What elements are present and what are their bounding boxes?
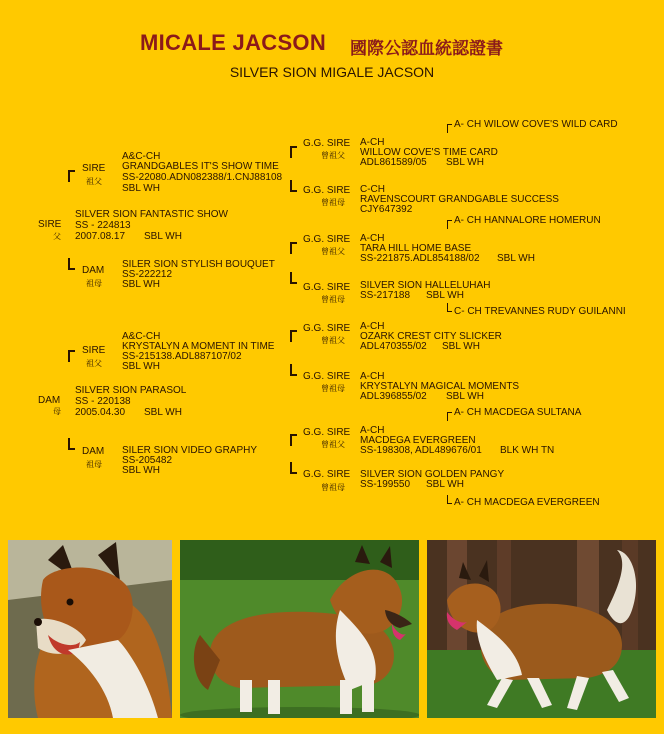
dam-label: DAM	[38, 395, 61, 406]
ggp-label-zh: 曾祖父	[321, 151, 345, 160]
bracket-up	[290, 242, 297, 254]
g5-entry: A- CH HANNALORE HOMERUN	[454, 215, 601, 226]
sire-reg: SS - 224813	[75, 220, 131, 231]
gp-name: SILER SION VIDEO GRAPHY	[122, 445, 258, 456]
gp-color: SBL WH	[122, 465, 160, 476]
ggp-color: SBL WH	[446, 157, 484, 168]
ggp-title: C-CH	[360, 184, 385, 195]
ggp-label: G.G. SIRE	[303, 371, 351, 382]
ggp-reg: CJY647392	[360, 204, 413, 215]
ggp-reg: ADL470355/02	[360, 341, 427, 352]
dam-dob: 2005.04.30	[75, 407, 126, 418]
ggp-title: A-CH	[360, 425, 385, 436]
ggp-reg: ADL396855/02	[360, 391, 427, 402]
ggp-title: A-CH	[360, 137, 385, 148]
gp-dam-label: DAM	[82, 265, 105, 276]
bracket-up	[68, 170, 75, 182]
gp-reg: SS-205482	[122, 455, 173, 466]
bracket-up	[290, 146, 297, 158]
bracket-up	[447, 124, 452, 133]
sire-name: SILVER SION FANTASTIC SHOW	[75, 209, 228, 220]
sire-label-zh: 父	[53, 232, 61, 241]
g5-entry: A- CH WILOW COVE'S WILD CARD	[454, 119, 618, 130]
dog-photo-headshot	[8, 540, 172, 718]
gp-color: SBL WH	[122, 183, 160, 194]
ggp-color: SBL WH	[426, 290, 464, 301]
ggp-name: RAVENSCOURT GRANDGABLE SUCCESS	[360, 194, 559, 205]
bracket-up	[447, 220, 452, 229]
gp-dam-label: DAM	[82, 446, 105, 457]
dam-reg: SS - 220138	[75, 396, 131, 407]
gp-name: KRYSTALYN A MOMENT IN TIME	[122, 341, 275, 352]
ggp-label: G.G. SIRE	[303, 323, 351, 334]
g5-entry: C- CH TREVANNES RUDY GUILANNI	[454, 306, 626, 317]
gp-reg: SS-215138.ADL887107/02	[122, 351, 242, 362]
page-subtitle: SILVER SION MIGALE JACSON	[229, 64, 435, 80]
ggp-label-zh: 曾祖母	[321, 295, 345, 304]
dog-photo-gaiting	[427, 540, 656, 718]
ggp-reg: SS-199550	[360, 479, 411, 490]
bracket-down	[290, 272, 297, 284]
ggp-name: KRYSTALYN MAGICAL MOMENTS	[360, 381, 520, 392]
page-title-chinese: 國際公認血統認證書	[350, 39, 503, 59]
ggp-name: OZARK CREST CITY SLICKER	[360, 331, 502, 342]
ggp-label-zh: 曾祖父	[321, 247, 345, 256]
ggp-title: A-CH	[360, 371, 385, 382]
ggp-name: SILVER SION HALLELUHAH	[360, 280, 491, 291]
ggp-reg: SS-221875.ADL854188/02	[360, 253, 480, 264]
bracket-down	[290, 364, 297, 376]
gp-sire-label: SIRE	[82, 163, 106, 174]
dam-name: SILVER SION PARASOL	[75, 385, 187, 396]
ggp-name: WILLOW COVE'S TIME CARD	[360, 147, 498, 158]
ggp-color: SBL WH	[426, 479, 464, 490]
bracket-up	[290, 330, 297, 342]
ggp-name: TARA HILL HOME BASE	[360, 243, 472, 254]
dog-photo-standing	[180, 540, 419, 718]
dam-label-zh: 母	[53, 407, 61, 416]
ggp-reg: SS-217188	[360, 290, 411, 301]
bracket-down	[290, 180, 297, 192]
gp-sire-label-zh: 祖父	[86, 359, 102, 368]
gp-title: A&C-CH	[122, 151, 161, 162]
ggp-label: G.G. SIRE	[303, 282, 351, 293]
sire-dob: 2007.08.17	[75, 231, 126, 242]
bracket-down	[68, 258, 75, 270]
ggp-color: SBL WH	[446, 391, 484, 402]
ggp-label-zh: 曾祖母	[321, 483, 345, 492]
gp-sire-label-zh: 祖父	[86, 177, 102, 186]
gp-name: GRANDGABLES IT'S SHOW TIME	[122, 161, 279, 172]
g5-entry: A- CH MACDEGA EVERGREEN	[454, 497, 600, 508]
bracket-up	[68, 350, 75, 362]
gp-dam-label-zh: 祖母	[86, 279, 102, 288]
ggp-label-zh: 曾祖母	[321, 384, 345, 393]
ggp-color: SBL WH	[442, 341, 480, 352]
ggp-reg: SS-198308, ADL489676/01	[360, 445, 482, 456]
gp-name: SILER SION STYLISH BOUQUET	[122, 259, 275, 270]
bracket-down	[290, 462, 297, 474]
ggp-label-zh: 曾祖父	[321, 440, 345, 449]
dam-color: SBL WH	[144, 407, 182, 418]
ggp-reg: ADL861589/05	[360, 157, 427, 168]
ggp-label-zh: 曾祖父	[321, 336, 345, 345]
bracket-down	[447, 495, 452, 504]
ggp-color: BLK WH TN	[500, 445, 555, 456]
ggp-label: G.G. SIRE	[303, 469, 351, 480]
sire-label: SIRE	[38, 219, 62, 230]
ggp-label: G.G. SIRE	[303, 185, 351, 196]
ggp-name: SILVER SION GOLDEN PANGY	[360, 469, 505, 480]
bracket-up	[447, 412, 452, 421]
gp-reg: SS-22080.ADN082388/1.CNJ88108	[122, 172, 283, 183]
ggp-label: G.G. SIRE	[303, 234, 351, 245]
gp-dam-label-zh: 祖母	[86, 460, 102, 469]
g5-entry: A- CH MACDEGA SULTANA	[454, 407, 582, 418]
ggp-label: G.G. SIRE	[303, 138, 351, 149]
ggp-label: G.G. SIRE	[303, 427, 351, 438]
bracket-down	[447, 303, 452, 312]
sire-color: SBL WH	[144, 231, 182, 242]
gp-reg: SS-222212	[122, 269, 173, 280]
ggp-title: A-CH	[360, 233, 385, 244]
page-title: MICALE JACSON	[140, 30, 327, 55]
bracket-up	[290, 434, 297, 446]
gp-color: SBL WH	[122, 279, 160, 290]
gp-title: A&C-CH	[122, 331, 161, 342]
gp-sire-label: SIRE	[82, 345, 106, 356]
bracket-down	[68, 438, 75, 450]
gp-color: SBL WH	[122, 361, 160, 372]
ggp-name: MACDEGA EVERGREEN	[360, 435, 476, 446]
ggp-color: SBL WH	[497, 253, 535, 264]
ggp-label-zh: 曾祖母	[321, 198, 345, 207]
ggp-title: A-CH	[360, 321, 385, 332]
